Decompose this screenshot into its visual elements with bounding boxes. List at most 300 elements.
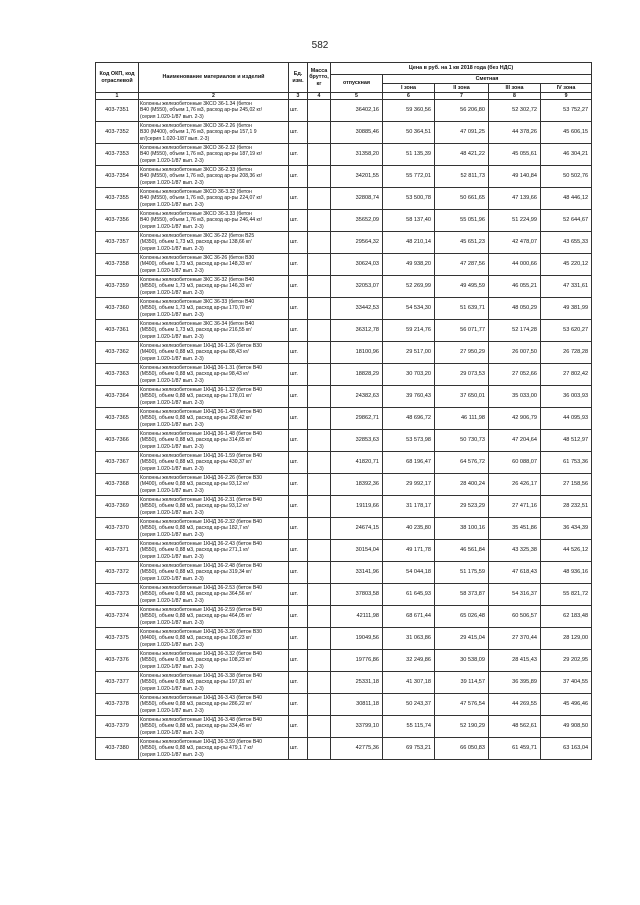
table-row: [96, 694, 592, 716]
table-row: [96, 672, 592, 694]
cell-zone-1: 68 671,44: [383, 606, 435, 628]
cell-zone-1: 61 645,93: [383, 584, 435, 606]
cell-mass: [308, 100, 331, 122]
cell-mass: [308, 584, 331, 606]
item-name-line: Колонны железобетонные 3КС 36-22 (бетон В25: [140, 232, 255, 239]
cell-zone-1: 39 760,43: [383, 386, 435, 408]
cell-zone-2: 50 661,65: [435, 188, 489, 210]
item-name-line: Колонны железобетонные 3КСО 36-3.32 (бетон: [140, 188, 252, 195]
item-name-line: (серия 1.020-1/87 вып. 2-3): [140, 311, 204, 318]
cell-release-price: 32808,74: [331, 188, 383, 210]
cell-zone-4: 28 129,00: [541, 628, 592, 650]
cell-zone-4: 46 304,21: [541, 144, 592, 166]
cell-zone-4: 48 936,16: [541, 562, 592, 584]
cell-release-price: 19119,66: [331, 496, 383, 518]
item-name-line: (серия 1.020-1/87 вып. 2-3): [140, 707, 204, 714]
item-name-line: (М350), объем 1,73 м3, расход ар-ры 138,66 кг/: [140, 239, 252, 246]
cell-zone-1: 50 364,51: [383, 122, 435, 144]
cell-unit: шт.: [289, 738, 308, 760]
table-row: [96, 166, 592, 188]
item-name-line: Колонны железобетонные 1КНД 36-2.59 (бетон В40: [140, 606, 262, 613]
item-name-line: Колонны железобетонные 1КНД 36-1.43 (бетон В40: [140, 408, 262, 415]
item-name-line: Колонны железобетонные 3КСО 36-2.32 (бетон: [140, 144, 252, 151]
header-name: Наименование материалов и изделий: [139, 63, 289, 93]
cell-name: [139, 276, 289, 298]
column-number: 7: [435, 93, 489, 100]
cell-zone-2: 50 730,73: [435, 430, 489, 452]
table-row: [96, 540, 592, 562]
cell-zone-4: 45 606,15: [541, 122, 592, 144]
cell-zone-4: 44 095,93: [541, 408, 592, 430]
item-name-line: (М550), объем 0,88 м3, расход ар-ры 464,05 кг/: [140, 613, 252, 620]
item-name-line: (серия 1.020-1/87 вып. 2-3): [140, 663, 204, 670]
cell-zone-4: 61 753,36: [541, 452, 592, 474]
header-zone-2: II зона: [435, 84, 489, 93]
cell-zone-3: 27 471,16: [489, 496, 541, 518]
item-name-line: (М550), объем 1,73 м3, расход ар-ры 170,70 кг/: [140, 305, 252, 312]
cell-zone-1: 31 178,17: [383, 496, 435, 518]
item-name-line: (серия 1.020-1/87 вып. 2-3): [140, 179, 204, 186]
cell-zone-3: 52 302,72: [489, 100, 541, 122]
cell-unit: шт.: [289, 408, 308, 430]
cell-zone-3: 47 204,64: [489, 430, 541, 452]
item-name-line: (М550), объем 0,88 м3, расход ар-ры 314,65 кг/: [140, 437, 252, 444]
cell-name: [139, 496, 289, 518]
cell-name: [139, 298, 289, 320]
cell-zone-3: 27 052,66: [489, 364, 541, 386]
item-name-line: Колонны железобетонные 1КНД 36-2.48 (бетон В40: [140, 562, 262, 569]
item-name-line: В30 (М400), объем 1,76 м3, расход ар-ры 157,1 9: [140, 129, 257, 136]
cell-zone-4: 45 496,46: [541, 694, 592, 716]
cell-mass: [308, 320, 331, 342]
table-row: [96, 474, 592, 496]
cell-zone-1: 50 243,37: [383, 694, 435, 716]
cell-code: 403-7377: [96, 672, 139, 694]
cell-zone-2: 58 373,87: [435, 584, 489, 606]
cell-name: [139, 584, 289, 606]
cell-release-price: 29564,32: [331, 232, 383, 254]
cell-unit: шт.: [289, 562, 308, 584]
cell-name: [139, 474, 289, 496]
cell-mass: [308, 518, 331, 540]
cell-mass: [308, 232, 331, 254]
item-name-line: Колонны железобетонные 1КНД 36-2.43 (бетон В40: [140, 540, 262, 547]
cell-zone-1: 32 249,86: [383, 650, 435, 672]
cell-zone-1: 29 517,00: [383, 342, 435, 364]
column-number: 6: [383, 93, 435, 100]
cell-code: 403-7375: [96, 628, 139, 650]
cell-zone-2: 47 576,54: [435, 694, 489, 716]
item-name-line: Колонны железобетонные 1КНД 36-2.32 (бетон В40: [140, 518, 262, 525]
cell-mass: [308, 144, 331, 166]
cell-zone-2: 38 100,16: [435, 518, 489, 540]
cell-mass: [308, 540, 331, 562]
column-number: 2: [139, 93, 289, 100]
cell-unit: шт.: [289, 452, 308, 474]
cell-release-price: 24674,15: [331, 518, 383, 540]
item-name-line: Колонны железобетонные 1КНД 36-2.26 (бетон В30: [140, 474, 262, 481]
cell-unit: шт.: [289, 188, 308, 210]
cell-zone-4: 62 183,48: [541, 606, 592, 628]
item-name-line: Колонны железобетонные 1КНД 36-2.31 (бетон В40: [140, 496, 262, 503]
cell-unit: шт.: [289, 232, 308, 254]
item-name-line: (М400), объем 0,88 м3, расход ар-ры 108,23 кг/: [140, 635, 252, 642]
item-name-line: Колонны железобетонные 1КНД 36-3.38 (бетон В40: [140, 672, 262, 679]
cell-zone-4: 26 728,28: [541, 342, 592, 364]
cell-name: [139, 320, 289, 342]
column-number: 8: [489, 93, 541, 100]
cell-zone-3: 49 140,84: [489, 166, 541, 188]
cell-zone-2: 51 639,71: [435, 298, 489, 320]
item-name-line: (М550), объем 0,88 м3, расход ар-ры 182,7 кг/: [140, 525, 249, 532]
cell-name: [139, 430, 289, 452]
cell-zone-3: 35 451,86: [489, 518, 541, 540]
cell-zone-4: 45 220,12: [541, 254, 592, 276]
cell-zone-3: 42 478,07: [489, 232, 541, 254]
cell-zone-1: 52 269,99: [383, 276, 435, 298]
item-name-line: (серия 1.020-1/87 вып. 2-3): [140, 575, 204, 582]
cell-name: [139, 342, 289, 364]
cell-mass: [308, 188, 331, 210]
table-row: [96, 496, 592, 518]
cell-zone-2: 65 026,48: [435, 606, 489, 628]
item-name-line: (серия 1.020-1/87 вып. 2-3): [140, 487, 204, 494]
cell-code: 403-7352: [96, 122, 139, 144]
cell-mass: [308, 342, 331, 364]
item-name-line: Колонны железобетонные 1КНД 36-1.31 (бетон В40: [140, 364, 262, 371]
item-name-line: (серия 1.020-1/87 вып. 2-3): [140, 355, 204, 362]
cell-unit: шт.: [289, 518, 308, 540]
cell-code: 403-7380: [96, 738, 139, 760]
cell-zone-2: 49 495,59: [435, 276, 489, 298]
item-name-line: Колонны железобетонные 3КС 36-34 (бетон В40: [140, 320, 255, 327]
cell-zone-2: 55 051,96: [435, 210, 489, 232]
cell-unit: шт.: [289, 716, 308, 738]
cell-unit: шт.: [289, 628, 308, 650]
table-row: [96, 254, 592, 276]
cell-zone-2: 27 950,29: [435, 342, 489, 364]
item-name-line: Колонны железобетонные 3КС 36-32 (бетон В40: [140, 276, 255, 283]
cell-zone-1: 53 573,98: [383, 430, 435, 452]
cell-zone-3: 26 426,17: [489, 474, 541, 496]
cell-mass: [308, 672, 331, 694]
item-name-line: (серия 1.020-1/87 вып. 2-3): [140, 685, 204, 692]
cell-zone-3: 48 050,29: [489, 298, 541, 320]
item-name-line: (серия 1.020-1/87 вып. 2-3): [140, 509, 204, 516]
cell-release-price: 32853,63: [331, 430, 383, 452]
item-name-line: В40 (М550), объем 1,76 м3, расход ар-ры 245,02 кг/: [140, 107, 263, 114]
cell-zone-1: 31 063,86: [383, 628, 435, 650]
cell-release-price: 36312,78: [331, 320, 383, 342]
cell-release-price: 33799,10: [331, 716, 383, 738]
cell-unit: шт.: [289, 474, 308, 496]
item-name-line: (М550), объем 0,88 м3, расход ар-ры 479,1 7 кг/: [140, 745, 253, 752]
cell-code: 403-7361: [96, 320, 139, 342]
cell-zone-1: 49 938,20: [383, 254, 435, 276]
table-row: [96, 232, 592, 254]
cell-zone-1: 53 500,78: [383, 188, 435, 210]
item-name-line: (серия 1.020-1/87 вып. 2-3): [140, 333, 204, 340]
item-name-line: (М550), объем 0,88 м3, расход ар-ры 98,43 кг/: [140, 371, 249, 378]
cell-zone-1: 59 214,76: [383, 320, 435, 342]
item-name-line: (серия 1.020-1/87 вып. 2-3): [140, 619, 204, 626]
cell-name: [139, 386, 289, 408]
cell-release-price: 33442,53: [331, 298, 383, 320]
cell-zone-1: 30 703,20: [383, 364, 435, 386]
cell-mass: [308, 386, 331, 408]
item-name-line: Колонны железобетонные 1КНД 36-3.48 (бетон В40: [140, 716, 262, 723]
item-name-line: (М550), объем 0,88 м3, расход ар-ры 93,12 кг/: [140, 503, 249, 510]
item-name-line: В40 (М550), объем 1,76 м3, расход ар-ры 246,44 кг/: [140, 217, 263, 224]
cell-name: [139, 738, 289, 760]
cell-unit: шт.: [289, 606, 308, 628]
item-name-line: кг/(серия 1.020-1/87 вып. 2-3): [140, 135, 210, 142]
item-name-line: (серия 1.020-1/87 вып. 2-3): [140, 553, 204, 560]
item-name-line: (серия 1.020-1/87 вып. 2-3): [140, 113, 204, 120]
cell-zone-3: 26 007,50: [489, 342, 541, 364]
item-name-line: Колонны железобетонные 3КСО 36-2.33 (бетон: [140, 166, 252, 173]
cell-zone-3: 44 000,66: [489, 254, 541, 276]
header-code: Код ОКП, код отраслевой: [96, 63, 139, 93]
cell-zone-1: 49 171,78: [383, 540, 435, 562]
cell-zone-3: 60 088,07: [489, 452, 541, 474]
item-name-line: Колонны железобетонные 3КСО 36-2.26 (бетон: [140, 122, 252, 129]
price-table: [95, 62, 592, 760]
item-name-line: (серия 1.020-1/87 вып. 2-3): [140, 443, 204, 450]
item-name-line: (М550), объем 0,88 м3, расход ар-ры 271,1 кг/: [140, 547, 249, 554]
cell-code: 403-7373: [96, 584, 139, 606]
cell-unit: шт.: [289, 650, 308, 672]
cell-release-price: 24382,63: [331, 386, 383, 408]
cell-release-price: 36402,16: [331, 100, 383, 122]
item-name-line: В40 (М550), объем 1,76 м3, расход ар-ры 224,07 кг/: [140, 195, 263, 202]
header-zone-1: I зона: [383, 84, 435, 93]
cell-unit: шт.: [289, 694, 308, 716]
item-name-line: Колонны железобетонные 1КНД 36-2.53 (бетон В40: [140, 584, 262, 591]
cell-release-price: 19776,86: [331, 650, 383, 672]
cell-zone-4: 63 163,04: [541, 738, 592, 760]
cell-zone-4: 55 821,72: [541, 584, 592, 606]
cell-mass: [308, 166, 331, 188]
cell-code: 403-7368: [96, 474, 139, 496]
cell-zone-1: 54 534,30: [383, 298, 435, 320]
cell-zone-3: 61 459,71: [489, 738, 541, 760]
cell-zone-3: 51 224,99: [489, 210, 541, 232]
item-name-line: Колонны железобетонные 3КСО 36-3.33 (бетон: [140, 210, 252, 217]
cell-zone-1: 48 696,72: [383, 408, 435, 430]
cell-zone-2: 52 190,29: [435, 716, 489, 738]
cell-code: 403-7362: [96, 342, 139, 364]
cell-unit: шт.: [289, 584, 308, 606]
table-row: [96, 100, 592, 122]
cell-zone-2: 46 561,84: [435, 540, 489, 562]
cell-code: 403-7354: [96, 166, 139, 188]
item-name-line: (серия 1.020-1/87 вып. 2-3): [140, 267, 204, 274]
cell-release-price: 25331,18: [331, 672, 383, 694]
cell-mass: [308, 364, 331, 386]
cell-zone-4: 49 908,50: [541, 716, 592, 738]
column-number: 3: [289, 93, 308, 100]
cell-zone-4: 29 202,95: [541, 650, 592, 672]
table-row: [96, 320, 592, 342]
header-zone-4: IV зона: [541, 84, 592, 93]
column-number: 9: [541, 93, 592, 100]
cell-zone-1: 51 135,39: [383, 144, 435, 166]
cell-code: 403-7355: [96, 188, 139, 210]
cell-unit: шт.: [289, 430, 308, 452]
cell-mass: [308, 496, 331, 518]
table-row: [96, 562, 592, 584]
cell-zone-3: 47 618,43: [489, 562, 541, 584]
cell-zone-2: 29 523,29: [435, 496, 489, 518]
cell-zone-2: 37 650,01: [435, 386, 489, 408]
cell-unit: шт.: [289, 276, 308, 298]
table-row: [96, 518, 592, 540]
table-row: [96, 606, 592, 628]
cell-zone-3: 35 033,00: [489, 386, 541, 408]
cell-name: [139, 122, 289, 144]
cell-zone-1: 59 360,56: [383, 100, 435, 122]
cell-code: 403-7372: [96, 562, 139, 584]
table-header: [96, 63, 592, 100]
item-name-line: В40 (М550), объем 1,76 м3, расход ар-ры 208,36 кг/: [140, 173, 263, 180]
cell-mass: [308, 738, 331, 760]
cell-zone-2: 45 651,23: [435, 232, 489, 254]
cell-zone-3: 47 139,66: [489, 188, 541, 210]
cell-release-price: 30154,04: [331, 540, 383, 562]
cell-code: 403-7358: [96, 254, 139, 276]
item-name-line: Колонны железобетонные 3КС 36-26 (бетон В30: [140, 254, 255, 261]
cell-name: [139, 408, 289, 430]
cell-name: [139, 672, 289, 694]
item-name-line: (серия 1.020-1/87 вып. 2-3): [140, 421, 204, 428]
cell-name: [139, 518, 289, 540]
cell-zone-1: 55 115,74: [383, 716, 435, 738]
cell-mass: [308, 254, 331, 276]
cell-zone-4: 49 381,99: [541, 298, 592, 320]
cell-zone-2: 56 206,80: [435, 100, 489, 122]
cell-code: 403-7367: [96, 452, 139, 474]
cell-unit: шт.: [289, 320, 308, 342]
cell-zone-2: 29 415,04: [435, 628, 489, 650]
item-name-line: (серия 1.020-1/87 вып. 2-3): [140, 597, 204, 604]
column-number: 4: [308, 93, 331, 100]
cell-name: [139, 562, 289, 584]
cell-code: 403-7353: [96, 144, 139, 166]
cell-mass: [308, 628, 331, 650]
cell-name: [139, 716, 289, 738]
table-body: [96, 100, 592, 760]
cell-zone-2: 46 111,98: [435, 408, 489, 430]
table-row: [96, 386, 592, 408]
cell-zone-4: 47 331,61: [541, 276, 592, 298]
cell-zone-1: 29 992,17: [383, 474, 435, 496]
table-row: [96, 144, 592, 166]
item-name-line: (М550), объем 0,88 м3, расход ар-ры 430,37 кг/: [140, 459, 252, 466]
cell-zone-2: 64 576,72: [435, 452, 489, 474]
cell-zone-3: 60 506,57: [489, 606, 541, 628]
item-name-line: (М550), объем 0,88 м3, расход ар-ры 319,34 кг/: [140, 569, 252, 576]
cell-mass: [308, 650, 331, 672]
item-name-line: (М550), объем 0,88 м3, расход ар-ры 178,01 кг/: [140, 393, 252, 400]
cell-name: [139, 606, 289, 628]
cell-release-price: 30811,18: [331, 694, 383, 716]
cell-mass: [308, 298, 331, 320]
header-estimate: Сметная: [383, 75, 592, 84]
column-number-row: [96, 93, 592, 100]
cell-zone-3: 42 906,79: [489, 408, 541, 430]
cell-name: [139, 188, 289, 210]
cell-name: [139, 694, 289, 716]
cell-name: [139, 144, 289, 166]
table-row: [96, 364, 592, 386]
cell-zone-2: 47 287,56: [435, 254, 489, 276]
cell-zone-2: 56 071,77: [435, 320, 489, 342]
column-number: 5: [331, 93, 383, 100]
cell-code: 403-7366: [96, 430, 139, 452]
table-row: [96, 408, 592, 430]
table-row: [96, 188, 592, 210]
cell-zone-4: 36 003,93: [541, 386, 592, 408]
cell-zone-4: 36 434,39: [541, 518, 592, 540]
item-name-line: Колонны железобетонные 3КСО 36-1.34 (бетон: [140, 100, 252, 107]
cell-release-price: 37803,58: [331, 584, 383, 606]
item-name-line: (серия 1.020-1/87 вып. 2-3): [140, 641, 204, 648]
cell-unit: шт.: [289, 386, 308, 408]
cell-zone-1: 41 307,18: [383, 672, 435, 694]
cell-zone-1: 55 772,01: [383, 166, 435, 188]
cell-code: 403-7371: [96, 540, 139, 562]
cell-zone-4: 43 655,33: [541, 232, 592, 254]
cell-zone-3: 54 316,37: [489, 584, 541, 606]
cell-code: 403-7369: [96, 496, 139, 518]
cell-mass: [308, 210, 331, 232]
cell-mass: [308, 408, 331, 430]
cell-name: [139, 540, 289, 562]
cell-name: [139, 364, 289, 386]
item-name-line: (серия 1.020-1/87 вып. 2-3): [140, 531, 204, 538]
column-number: 1: [96, 93, 139, 100]
cell-unit: шт.: [289, 298, 308, 320]
cell-unit: шт.: [289, 496, 308, 518]
cell-release-price: 18392,36: [331, 474, 383, 496]
cell-name: [139, 100, 289, 122]
cell-zone-3: 36 395,89: [489, 672, 541, 694]
cell-zone-2: 29 073,53: [435, 364, 489, 386]
cell-zone-2: 48 421,22: [435, 144, 489, 166]
header-zone-3: III зона: [489, 84, 541, 93]
cell-name: [139, 628, 289, 650]
table-row: [96, 452, 592, 474]
item-name-line: (М550), объем 0,88 м3, расход ар-ры 364,56 кг/: [140, 591, 252, 598]
cell-zone-4: 53 752,27: [541, 100, 592, 122]
cell-unit: шт.: [289, 166, 308, 188]
cell-zone-4: 48 446,12: [541, 188, 592, 210]
item-name-line: (серия 1.020-1/87 вып. 2-3): [140, 729, 204, 736]
item-name-line: Колонны железобетонные 1КНД 36-3.26 (бетон В30: [140, 628, 262, 635]
cell-mass: [308, 562, 331, 584]
item-name-line: Колонны железобетонные 3КС 36-33 (бетон В40: [140, 298, 255, 305]
table-row: [96, 276, 592, 298]
cell-zone-2: 28 400,24: [435, 474, 489, 496]
cell-release-price: 34201,55: [331, 166, 383, 188]
item-name-line: (серия 1.020-1/87 вып. 2-3): [140, 751, 204, 758]
cell-code: 403-7374: [96, 606, 139, 628]
cell-zone-1: 58 137,40: [383, 210, 435, 232]
cell-code: 403-7364: [96, 386, 139, 408]
item-name-line: Колонны железобетонные 1КНД 36-1.59 (бетон В40: [140, 452, 262, 459]
item-name-line: (серия 1.020-1/87 вып. 2-3): [140, 289, 204, 296]
